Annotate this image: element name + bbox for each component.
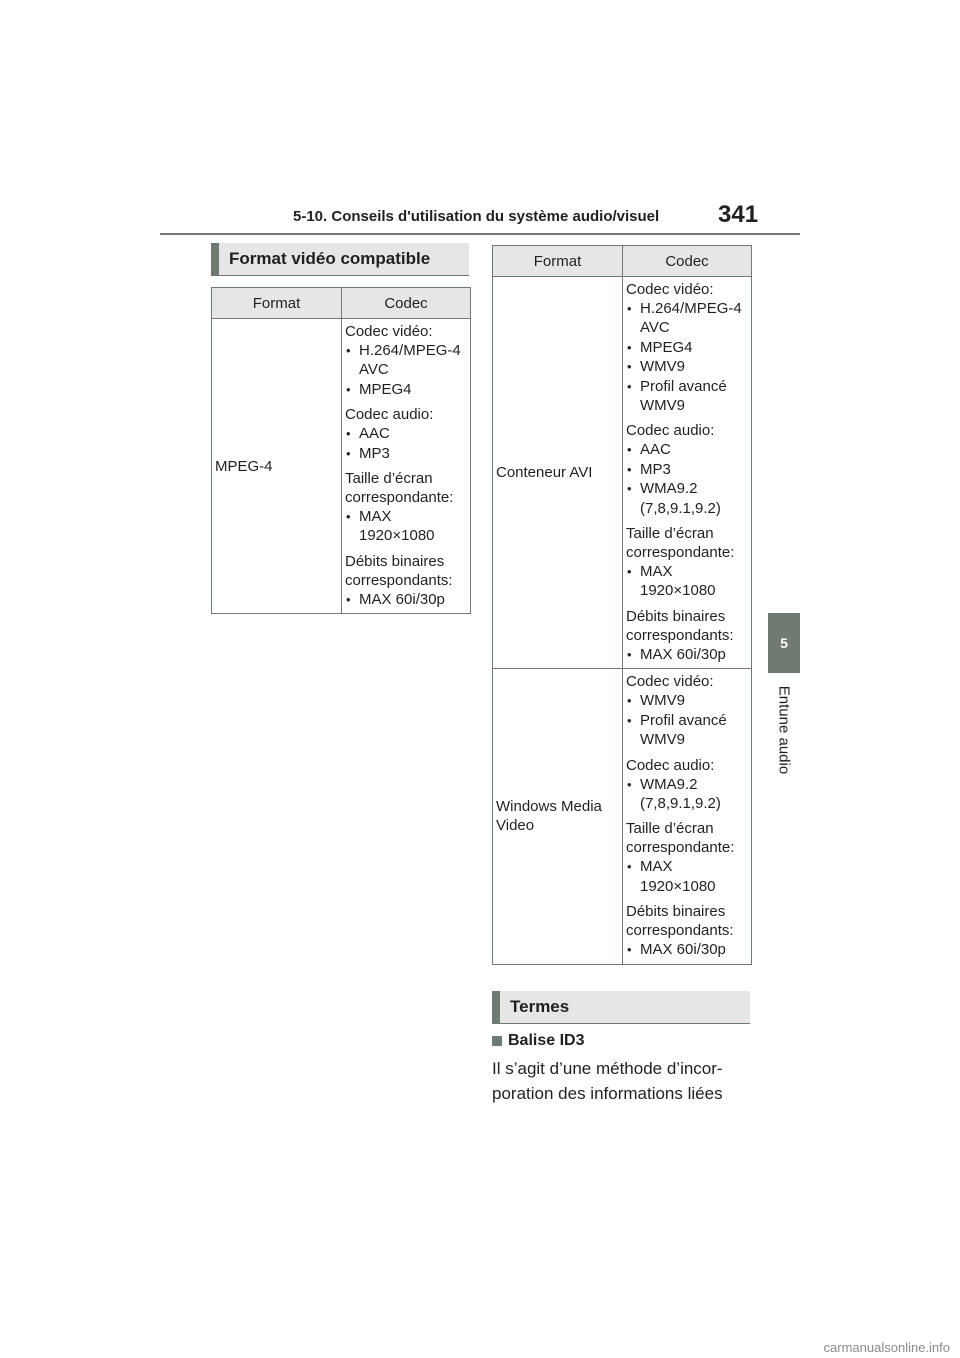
body-text: Il s’agit d’une méthode d’incor-poration des informations liées	[492, 1059, 723, 1103]
codec-label: Codec audio:	[626, 422, 715, 440]
codec-list-item	[626, 562, 749, 601]
codec-block	[345, 552, 468, 609]
codec-item-text: H.264/MPEG-4 AVC	[359, 342, 461, 379]
bullet-icon: •	[627, 859, 632, 875]
header-title: 5-10. Conseils d'utilisation du système audio/visuel	[293, 208, 660, 225]
codec-item-text: MAX 1920×1080	[640, 858, 716, 895]
codec-item-text: MAX 60i/30p	[640, 645, 726, 663]
bullet-icon: •	[346, 445, 351, 461]
codec-block	[626, 421, 749, 518]
codec-label: Codec vidéo:	[626, 673, 714, 691]
codec-label: Débits binaires correspondants:	[626, 903, 734, 940]
codec-list-item	[626, 691, 749, 710]
codec-list-item	[345, 424, 468, 443]
codec-list-item	[626, 857, 749, 896]
codec-label: Codec vidéo:	[626, 281, 714, 298]
codec-item-text: AAC	[359, 425, 390, 443]
subheading-balise	[492, 1032, 584, 1050]
codec-item-text: H.264/MPEG-4 AVC	[640, 300, 742, 337]
format-cell: Windows Media Video	[493, 669, 623, 964]
codec-cell	[342, 319, 471, 614]
side-tab	[768, 613, 800, 673]
side-tab-label: Entune audio	[775, 685, 793, 775]
codec-label: Taille d’écran correspondante:	[626, 525, 735, 562]
codec-label: Codec audio:	[626, 756, 715, 774]
bullet-icon: •	[627, 339, 632, 355]
bullet-icon: •	[627, 564, 632, 580]
codec-item-text: MAX 1920×1080	[640, 563, 716, 600]
bullet-icon: •	[346, 591, 351, 607]
format-table-right	[492, 245, 752, 965]
codec-list-item	[626, 440, 749, 459]
codec-list-item	[345, 380, 468, 399]
codec-block	[626, 672, 749, 749]
bullet-icon: •	[627, 301, 632, 316]
table-header-row	[212, 288, 471, 319]
codec-item-text: MPEG4	[359, 380, 412, 398]
codec-cell	[623, 277, 752, 669]
bullet-icon: •	[346, 509, 351, 525]
codec-list-item	[626, 338, 749, 357]
column-header-format: Format	[493, 246, 623, 277]
format-cell: MPEG-4	[212, 319, 342, 614]
codec-item-text: WMV9	[640, 692, 685, 710]
subheading-text: Balise ID3	[508, 1032, 585, 1049]
codec-list-item	[626, 775, 749, 814]
codec-list-item	[345, 444, 468, 463]
codec-item-text: AAC	[640, 441, 671, 459]
header-rule	[160, 233, 800, 235]
codec-label: Codec audio:	[345, 406, 434, 424]
codec-item-text: Profil avancé WMV9	[640, 711, 727, 749]
codec-item-text: MAX 60i/30p	[359, 590, 445, 608]
codec-block	[626, 280, 749, 415]
codec-label: Débits binaires correspondants:	[626, 607, 734, 644]
codec-block	[626, 607, 749, 664]
codec-list-item	[345, 341, 468, 380]
footer-watermark	[0, 1336, 960, 1358]
heading-bar	[492, 991, 500, 1023]
codec-label: Codec vidéo:	[345, 323, 433, 340]
section-heading-terms	[492, 991, 750, 1024]
codec-list-item	[626, 479, 749, 518]
page-number: 341	[718, 201, 759, 228]
codec-item-text: MAX 60i/30p	[640, 941, 726, 959]
codec-item-text: WMA9.2 (7,8,9.1,9.2)	[640, 775, 721, 812]
codec-item-text: MAX 1920×1080	[359, 508, 435, 545]
table-row	[493, 669, 752, 964]
watermark-text: carmanualsonline.info	[823, 1339, 950, 1355]
codec-block	[626, 524, 749, 601]
codec-item-text: MPEG4	[640, 338, 693, 356]
codec-cell	[623, 669, 752, 964]
section-heading-format	[211, 243, 469, 276]
codec-list-item	[626, 299, 749, 338]
table-row	[493, 277, 752, 669]
codec-block	[626, 819, 749, 896]
format-cell: Conteneur AVI	[493, 277, 623, 669]
column-header-format: Format	[212, 288, 342, 319]
bullet-icon: •	[627, 378, 632, 394]
codec-list-item	[626, 377, 749, 416]
bullet-icon: •	[627, 442, 632, 458]
bullet-icon: •	[627, 712, 632, 728]
bullet-icon: •	[627, 693, 632, 709]
column-header-codec: Codec	[342, 288, 471, 319]
bullet-icon: •	[346, 426, 351, 442]
section-heading-text: Format vidéo compatible	[229, 249, 431, 268]
bullet-icon: •	[627, 461, 632, 477]
codec-block	[345, 322, 468, 399]
bullet-icon: •	[346, 343, 351, 358]
bullet-icon: •	[627, 359, 632, 375]
codec-label: Débits binaires correspondants:	[345, 552, 453, 589]
column-header-codec: Codec	[623, 246, 752, 277]
codec-list-item	[626, 460, 749, 479]
codec-list-item	[626, 357, 749, 376]
codec-block	[626, 902, 749, 959]
table-header-row	[493, 246, 752, 277]
codec-list-item	[345, 590, 468, 609]
codec-list-item	[626, 711, 749, 750]
side-tab-number: 5	[780, 635, 788, 651]
codec-item-text: Profil avancé WMV9	[640, 377, 727, 415]
section-heading-text: Termes	[510, 997, 570, 1016]
bullet-icon: •	[346, 381, 351, 397]
heading-bar	[211, 243, 219, 275]
codec-list-item	[345, 507, 468, 546]
codec-item-text: WMA9.2 (7,8,9.1,9.2)	[640, 480, 721, 517]
codec-label: Taille d’écran correspondante:	[626, 820, 735, 857]
square-bullet-icon	[492, 1036, 502, 1046]
codec-item-text: MP3	[640, 460, 671, 478]
bullet-icon: •	[627, 646, 632, 662]
codec-list-item	[626, 645, 749, 664]
codec-list-item	[626, 940, 749, 959]
codec-block	[626, 756, 749, 814]
bullet-icon: •	[627, 481, 632, 497]
table-row	[212, 319, 471, 614]
codec-label: Taille d’écran correspondante:	[345, 470, 454, 507]
bullet-icon: •	[627, 942, 632, 958]
codec-block	[345, 469, 468, 546]
codec-item-text: WMV9	[640, 358, 685, 376]
bullet-icon: •	[627, 776, 632, 792]
codec-block	[345, 405, 468, 463]
codec-item-text: MP3	[359, 444, 390, 462]
format-table-left	[211, 287, 471, 614]
